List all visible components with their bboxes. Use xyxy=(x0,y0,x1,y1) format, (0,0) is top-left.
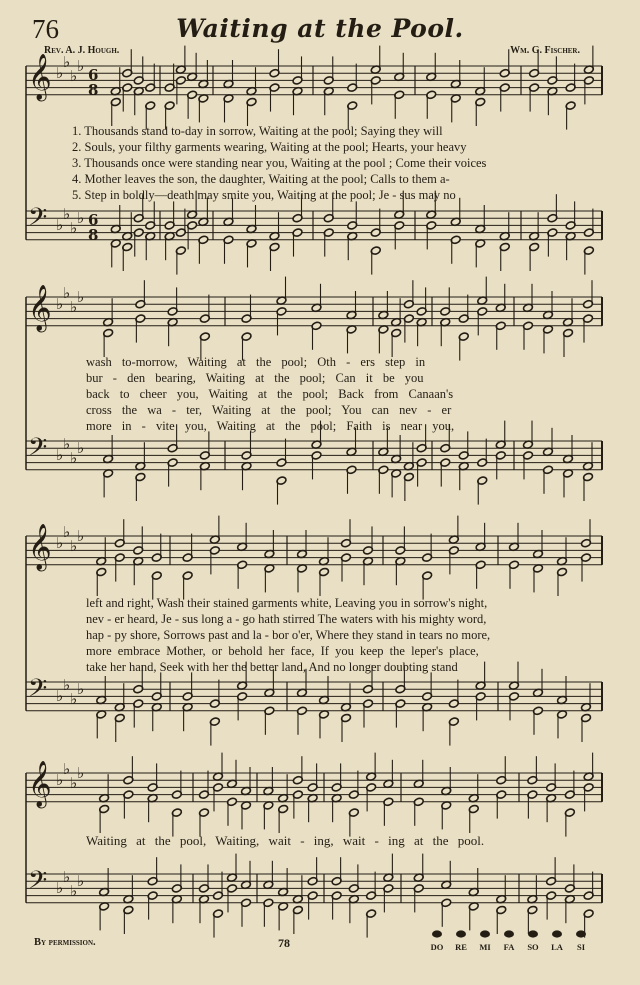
bass-clef-icon: 𝄢 xyxy=(28,433,48,468)
flat-icon: ♭ xyxy=(63,435,71,453)
flat-icon: ♭ xyxy=(77,680,85,698)
treble-clef-icon: 𝄞 xyxy=(28,524,52,570)
lyric-line: more embrace Mother, or behold her face, If you keep the leper's place, xyxy=(86,644,479,658)
solfa-note-icon xyxy=(528,930,538,937)
lyric-line: 4. Mother leaves the son, the daughter, Waiting at the pool; Calls to them a- xyxy=(72,172,450,186)
flat-icon: ♭ xyxy=(56,216,64,234)
flat-icon: ♭ xyxy=(63,868,71,886)
treble-clef-icon: 𝄞 xyxy=(28,285,52,331)
flat-icon: ♭ xyxy=(63,523,71,541)
flat-icon: ♭ xyxy=(77,764,85,782)
flat-icon: ♭ xyxy=(63,53,71,71)
flat-icon: ♭ xyxy=(70,449,78,467)
flat-icon: ♭ xyxy=(70,537,78,555)
solfa-syllable: SI xyxy=(576,942,586,952)
time-signature-bottom: 8 xyxy=(88,81,99,99)
flat-icon: ♭ xyxy=(70,882,78,900)
bass-clef-icon: 𝄢 xyxy=(28,674,48,709)
time-signature-bottom: 8 xyxy=(88,226,99,244)
flat-icon: ♭ xyxy=(70,219,78,237)
lyric-line: 5. Step in boldly—death may smite you, Waiting at the pool; Je - sus may no xyxy=(72,188,456,202)
solfa-note-icon xyxy=(552,930,562,937)
flat-icon: ♭ xyxy=(56,295,64,313)
flat-icon: ♭ xyxy=(56,446,64,464)
lyric-line: 2. Souls, your filthy garments wearing, Waiting at the pool; Hearts, your heavy xyxy=(72,140,467,154)
solfa-note-icon xyxy=(432,930,442,937)
flat-icon: ♭ xyxy=(77,439,85,457)
solfa-note-icon xyxy=(504,930,514,937)
flat-icon: ♭ xyxy=(70,67,78,85)
treble-clef-icon: 𝄞 xyxy=(28,54,52,100)
flat-icon: ♭ xyxy=(70,690,78,708)
lyric-line: take her hand, Seek with her the better land, And no longer doubting stand xyxy=(86,660,458,674)
flat-icon: ♭ xyxy=(56,687,64,705)
flat-icon: ♭ xyxy=(63,676,71,694)
lyric-line: cross the wa - ter, Waiting at the pool; You can nev - er xyxy=(86,403,452,417)
solfa-syllable: SO xyxy=(527,942,539,952)
lyric-line: 3. Thousands once were standing near you, Waiting at the pool ; Come their voices xyxy=(72,156,487,170)
flat-icon: ♭ xyxy=(77,288,85,306)
solfa-syllable: FA xyxy=(503,942,515,952)
solfa-syllable: DO xyxy=(430,942,444,952)
time-signature-top: 6 xyxy=(88,66,99,84)
hymn-number: 76 xyxy=(32,14,59,44)
lyric-line: more in - vite you, Waiting at the pool; Faith is near you, xyxy=(86,419,455,433)
lyric-line: nev - er heard, Je - sus long a - go hath stirred The waters with his mighty word, xyxy=(86,612,487,626)
flat-icon: ♭ xyxy=(56,771,64,789)
flat-icon: ♭ xyxy=(70,298,78,316)
hymn-title: Waiting at the Pool. xyxy=(176,14,464,43)
solfa-note-icon xyxy=(456,930,466,937)
lyric-line: back to cheer you, Waiting at the pool; Back from Canaan's xyxy=(86,387,454,401)
permission-note: By permission. xyxy=(34,937,96,948)
flat-icon: ♭ xyxy=(56,64,64,82)
lyric-line: bur - den bearing, Waiting at the pool; Can it be you xyxy=(86,371,424,385)
lyric-line: left and right, Wash their stained garments white, Leaving you in sorrow's night, xyxy=(86,596,488,610)
treble-clef-icon: 𝄞 xyxy=(28,761,52,807)
flat-icon: ♭ xyxy=(56,534,64,552)
bass-clef-icon: 𝄢 xyxy=(28,203,48,238)
flat-icon: ♭ xyxy=(63,284,71,302)
flat-icon: ♭ xyxy=(63,760,71,778)
solfa-syllable: MI xyxy=(479,942,491,952)
solfa-syllable: LA xyxy=(551,942,563,952)
flat-icon: ♭ xyxy=(77,527,85,545)
composer-credit: Wm. G. Fischer. xyxy=(510,45,580,56)
flat-icon: ♭ xyxy=(77,57,85,75)
flat-icon: ♭ xyxy=(70,774,78,792)
page-number: 78 xyxy=(278,936,290,950)
solfa-note-icon xyxy=(480,930,490,937)
bass-clef-icon: 𝄢 xyxy=(28,866,48,901)
solfa-syllable: RE xyxy=(455,942,467,952)
refrain-line: Waiting at the pool, Waiting, wait - ing, wait - ing at the pool. xyxy=(86,833,485,848)
time-signature-top: 6 xyxy=(88,211,99,229)
lyricist-credit: Rev. A. J. Hough. xyxy=(44,45,120,56)
flat-icon: ♭ xyxy=(77,872,85,890)
lyric-line: hap - py shore, Sorrows past and la - bor o'er, Where they stand in tears no more, xyxy=(86,628,491,642)
solfa-note-icon xyxy=(576,930,586,937)
flat-icon: ♭ xyxy=(77,209,85,227)
flat-icon: ♭ xyxy=(56,879,64,897)
lyric-line: 1. Thousands stand to-day in sorrow, Waiting at the pool; Saying they will xyxy=(72,124,443,138)
lyric-line: wash to-morrow, Waiting at the pool; Oth - ers step in xyxy=(86,355,426,369)
flat-icon: ♭ xyxy=(63,205,71,223)
